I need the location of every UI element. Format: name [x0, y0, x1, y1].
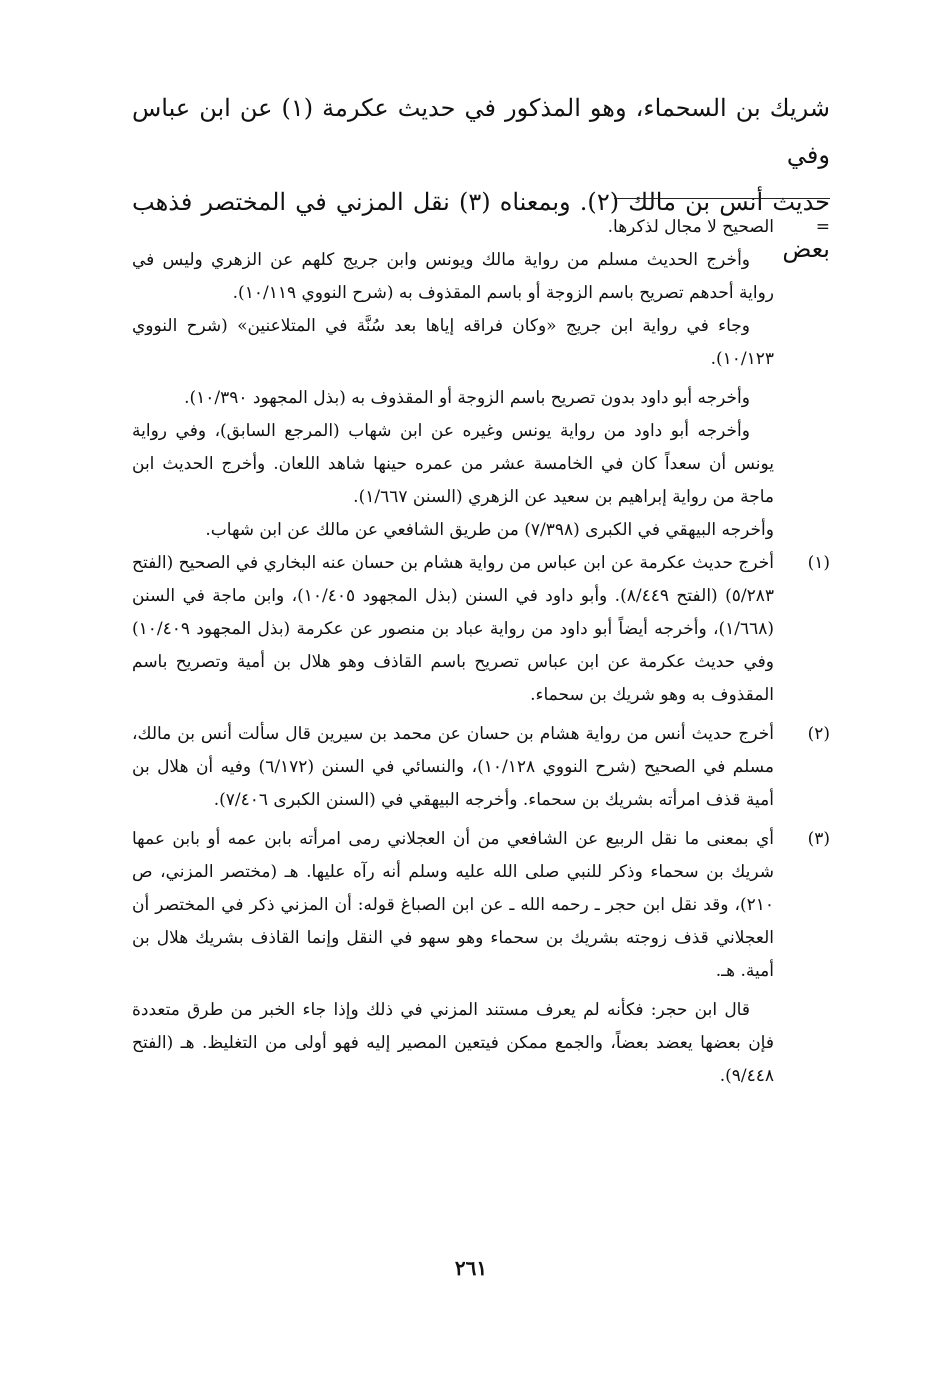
- main-text-line: شريك بن السحماء، وهو المذكور في حديث عكرمة (١) عن ابن عباس وفي: [132, 94, 830, 169]
- footnote-paragraph: وأخرج الحديث مسلم من رواية مالك ويونس وابن جريج كلهم عن الزهري وليس في رواية أحدهم تصريح باسم الزوجة أو باسم المقذوف به (شرح النووي ١٠/١١٩).: [132, 250, 774, 303]
- footnote-separator: [614, 198, 830, 199]
- footnote-marker: (٢): [807, 724, 830, 744]
- footnote-paragraph: أخرج حديث أنس من رواية هشام بن حسان عن محمد بن سيرين قال سألت أنس بن مالك، مسلم في الصحيح (شرح النووي ١٠/١٢٨)، والنسائي في السنن (٦/١٧٢) وفيه أن هلال بن أمية قذف امرأته بشريك بن سحماء. وأخرجه البيهقي في (السنن الكبرى ٧/٤٠٦).: [132, 724, 774, 810]
- footnote-paragraph: وأخرجه البيهقي في الكبرى (٧/٣٩٨) من طريق الشافعي عن مالك عن ابن شهاب.: [205, 520, 774, 540]
- footnote-body: [132, 718, 774, 817]
- footnote-paragraph: وأخرجه أبو داود بدون تصريح باسم الزوجة أو المقذوف به (بذل المجهود ١٠/٣٩٠).: [184, 388, 750, 408]
- footnote-3: [132, 823, 830, 1093]
- main-text-line: حديث أنس بن مالك (٢). وبمعناه (٣) نقل المزني في المختصر فذهب بعض: [132, 188, 830, 263]
- continuation-marker: =: [815, 217, 830, 237]
- footnote-continuation: [132, 211, 830, 547]
- footnote-paragraph: الصحيح لا مجال لذكرها.: [607, 217, 774, 237]
- footnote-paragraph: وجاء في رواية ابن جريج «وكان فراقه إياها بعد سُنَّة في المتلاعنين» (شرح النووي ١٠/١٢٣).: [132, 316, 774, 369]
- footnote-marker: (١): [807, 553, 830, 573]
- footnote-paragraph: أخرج حديث عكرمة عن ابن عباس من رواية هشام بن حسان عنه البخاري في الصحيح (الفتح ٥/٢٨٣) (الفتح ٨/٤٤٩). وأبو داود في السنن (بذل المجهود ١٠/٤٠٥)، وابن ماجة في السنن (١/٦٦٨)، وأخرجه أيضاً أبو داود من رواية عباد بن منصور عن عكرمة (بذل المجهود ١٠/٤٠٩) وفي حديث عكرمة عن ابن عباس تصريح باسم القاذف وهو هلال بن أمية وتصريح باسم المقذوف به وهو شريك بن سحماء.: [132, 553, 774, 705]
- page-number: ٢٦١: [454, 1256, 488, 1280]
- footnote-paragraph: قال ابن حجر: فكأنه لم يعرف مستند المزني في ذلك وإذا جاء الخبر من طرق متعددة فإن بعضها يعضد بعضاً، والجمع ممكن فيتعين المصير إليه فهو أولى من التغليظ. هـ (الفتح ٩/٤٤٨).: [132, 1000, 774, 1086]
- footnotes: [132, 211, 830, 1093]
- footnote-paragraph: أي بمعنى ما نقل الربيع عن الشافعي من أن العجلاني رمى امرأته بابن عمه أو بابن عمها شريك بن سحماء وذكر للنبي صلى الله عليه وسلم أنه رآه عليها. هـ (مختصر المزني، ص ٢١٠)، وقد نقل ابن حجر ـ رحمه الله ـ عن ابن الصباغ قوله: أن المزني ذكر في المختصر أن العجلاني قذف زوجته بشريك بن سحماء وهو سهو في النقل وإنما القاذف بشريك هلال بن أمية. هـ.: [132, 829, 774, 981]
- footnote-body: [132, 547, 774, 712]
- footnote-1: [132, 547, 830, 712]
- footnote-body: [132, 823, 774, 1093]
- footnote-2: [132, 718, 830, 817]
- footnote-paragraph: وأخرجه أبو داود من رواية يونس وغيره عن ابن شهاب (المرجع السابق)، وفي رواية يونس أن سعداً كان في الخامسة عشر من عمره حينها شاهد اللعان. وأخرج الحديث ابن ماجة من رواية إبراهيم بن سعيد عن الزهري (السنن ١/٦٦٧).: [132, 421, 774, 507]
- footnote-marker: (٣): [807, 829, 830, 849]
- footnote-body: [132, 211, 774, 547]
